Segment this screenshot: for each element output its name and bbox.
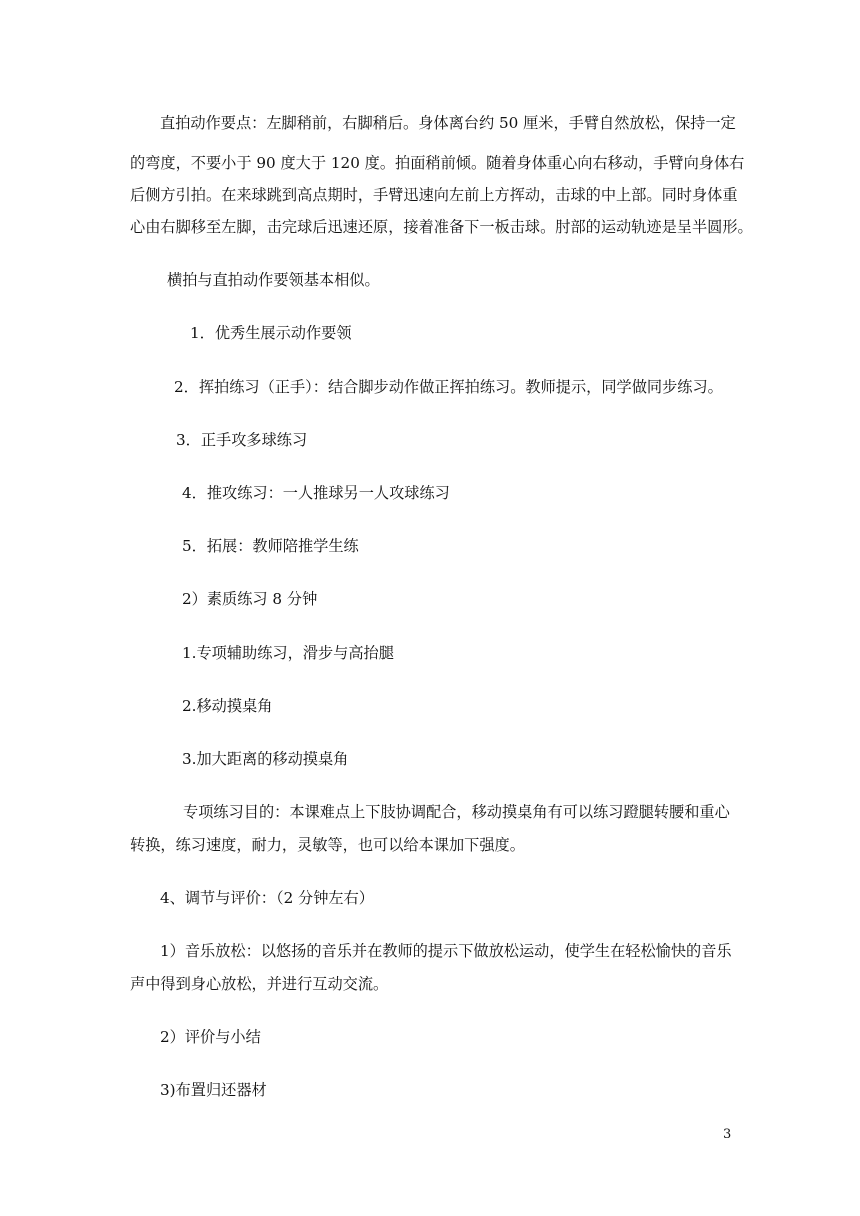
list-item: 2．挥拍练习（正手）：结合脚步动作做正挥拍练习。教师提示，同学做同步练习。 xyxy=(174,378,723,396)
list-item: 5．拓展：教师陪推学生练 xyxy=(182,537,359,555)
list-item: 2）评价与小结 xyxy=(160,1028,261,1046)
paragraph-line: 后侧方引拍。在来球跳到高点期时，手臂迅速向左前上方挥动，击球的中上部。同时身体重 xyxy=(130,186,738,204)
list-item: 3)布置归还器材 xyxy=(160,1081,267,1099)
list-item: 1.专项辅助练习，滑步与高抬腿 xyxy=(182,644,394,662)
paragraph-line: 的弯度，不要小于 90 度大于 120 度。拍面稍前倾。随着身体重心向右移动，手臂向身体右 xyxy=(130,154,745,172)
paragraph-line: 声中得到身心放松，并进行互动交流。 xyxy=(130,975,389,993)
paragraph-line: 心由右脚移至左脚，击完球后迅速还原，接着准备下一板击球。肘部的运动轨迹是呈半圆形。 xyxy=(130,218,753,236)
paragraph-line: 专项练习目的：本课难点上下肢协调配合，移动摸桌角有可以练习蹬腿转腰和重心 xyxy=(183,803,730,821)
paragraph-line: 横拍与直拍动作要领基本相似。 xyxy=(167,271,380,289)
paragraph-line: 1）音乐放松：以悠扬的音乐并在教师的提示下做放松运动，使学生在轻松愉快的音乐 xyxy=(160,942,732,960)
list-item: 3．正手攻多球练习 xyxy=(176,431,308,449)
list-item: 4．推攻练习：一人推球另一人攻球练习 xyxy=(182,484,450,502)
list-item: 2.移动摸桌角 xyxy=(182,697,273,715)
section-heading: 4、调节与评价：（2 分钟左右） xyxy=(160,889,374,907)
page-number: 3 xyxy=(723,1127,732,1142)
list-item: 3.加大距离的移动摸桌角 xyxy=(182,750,349,768)
paragraph-line: 直拍动作要点：左脚稍前，右脚稍后。身体离台约 50 厘米，手臂自然放松，保持一定 xyxy=(160,114,736,132)
section-heading: 2）素质练习 8 分钟 xyxy=(182,590,318,608)
list-item: 1．优秀生展示动作要领 xyxy=(190,324,352,342)
paragraph-line: 转换，练习速度，耐力，灵敏等，也可以给本课加下强度。 xyxy=(130,836,525,854)
